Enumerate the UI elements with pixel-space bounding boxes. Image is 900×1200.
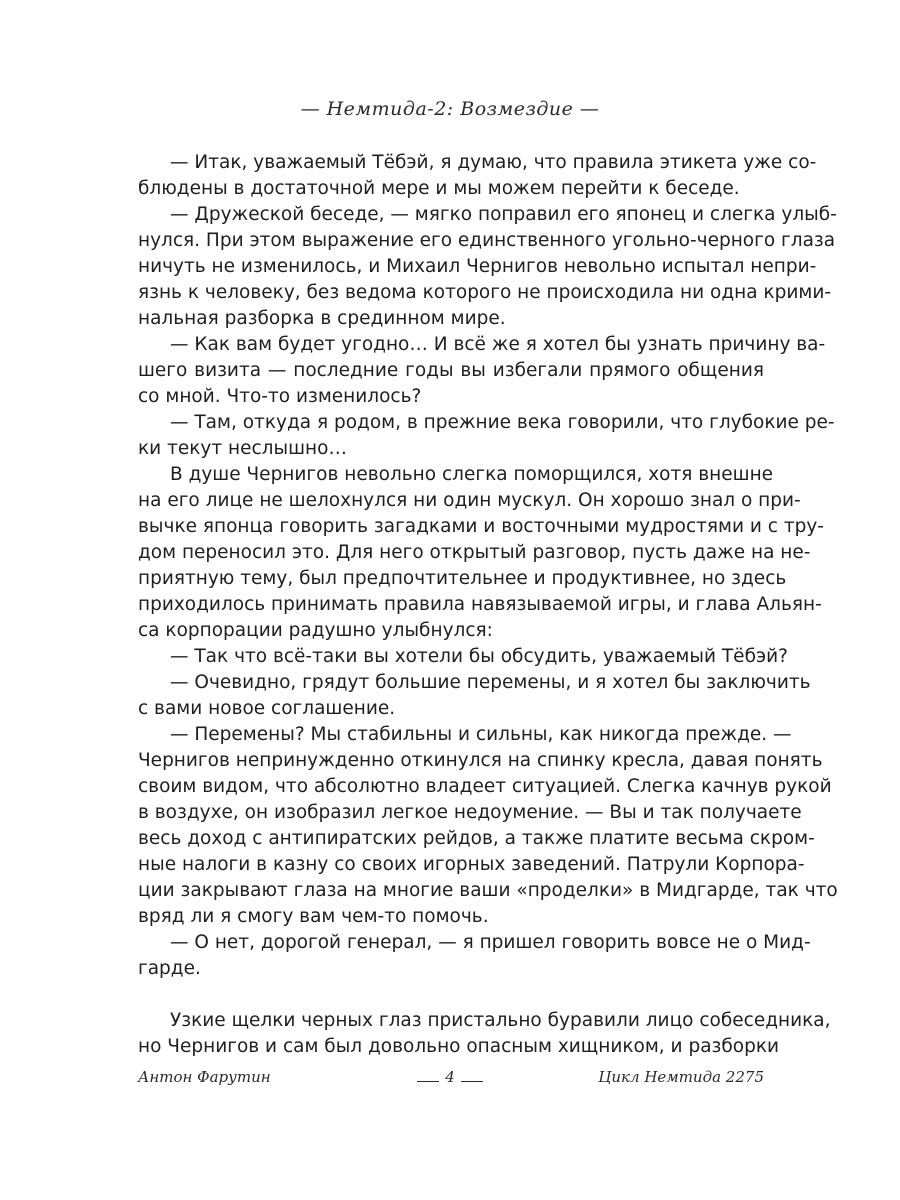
text-line: приятную тему, был предпочтительнее и продуктивнее, но здесь [138, 568, 787, 589]
page-number-value: 4 [445, 1068, 455, 1086]
text-line: В душе Чернигов невольно слегка поморщился, хотя внешне [170, 464, 774, 485]
text-line: на его лице не шелохнулся ни один мускул. Он хорошо знал о при- [138, 490, 801, 511]
text-line: с вами новое соглашение. [138, 698, 396, 719]
text-line: — Итак, уважаемый Тёбэй, я думаю, что правила этикета уже со- [170, 152, 817, 173]
text-line: нулся. При этом выражение его единственного угольно-черного глаза [138, 230, 836, 251]
text-line: вряд ли я смогу вам чем-то помочь. [138, 906, 489, 927]
text-line: в воздухе, он изобразил легкое недоумение. — Вы и так получаете [138, 802, 802, 823]
text-line: — Дружеской беседе, — мягко поправил его японец и слегка улыб- [170, 204, 837, 225]
text-line: приходилось принимать правила навязываемой игры, и глава Альян- [138, 594, 822, 615]
page-number [0, 1068, 900, 1086]
paragraph-gap [138, 982, 764, 1008]
page-number-rule-right [461, 1081, 483, 1082]
footer-series: Цикл Немтида 2275 [598, 1068, 764, 1086]
page-number-rule-left [417, 1081, 439, 1082]
text-line: ки текут неслышно… [138, 438, 347, 459]
text-line: язнь к человеку, без ведома которого не происходила ни одна крими- [138, 282, 832, 303]
text-line: — Там, откуда я родом, в прежние века говорили, что глубокие ре- [170, 412, 835, 433]
text-line: — Так что всё-таки вы хотели бы обсудить, уважаемый Тёбэй? [170, 646, 788, 667]
text-line: шего визита — последние годы вы избегали прямого общения [138, 360, 764, 381]
text-line: вычке японца говорить загадками и восточными мудростями и с тру- [138, 516, 824, 537]
running-title: — Немтида-2: Возмездие — [300, 98, 600, 120]
text-line: весь доход с антипиратских рейдов, а также платите весьма скром- [138, 828, 815, 849]
text-line: — Перемены? Мы стабильны и сильны, как никогда прежде. — [170, 724, 792, 745]
text-line: Узкие щелки черных глаз пристально буравили лицо собеседника, [170, 1010, 831, 1031]
text-line: са корпорации радушно улыбнулся: [138, 620, 493, 641]
text-line: дом переносил это. Для него открытый разговор, пусть даже на не- [138, 542, 811, 563]
text-line: — Очевидно, грядут большие перемены, и я хотел бы заключить [170, 672, 811, 693]
text-line: но Чернигов и сам был довольно опасным хищником, и разборки [138, 1036, 780, 1057]
text-line: гарде. [138, 958, 201, 979]
text-line: со мной. Что-то изменилось? [138, 386, 422, 407]
text-line: нальная разборка в срединном мире. [138, 308, 506, 329]
text-line: ные налоги в казну со своих игорных заведений. Патрули Корпора- [138, 854, 805, 875]
text-line: — Как вам будет угодно… И всё же я хотел бы узнать причину ва- [170, 334, 826, 355]
text-line: блюдены в достаточной мере и мы можем перейти к беседе. [138, 178, 740, 199]
body-text [138, 150, 838, 1060]
text-line: ничуть не изменилось, и Михаил Чернигов невольно испытал непри- [138, 256, 817, 277]
text-line: Чернигов непринужденно откинулся на спинку кресла, давая понять [138, 750, 823, 771]
text-line: своим видом, что абсолютно владеет ситуацией. Слегка качнув рукой [138, 776, 832, 797]
footer-author: Антон Фарутин [138, 1068, 271, 1086]
text-line: ции закрывают глаза на многие ваши «проделки» в Мидгарде, так что [138, 880, 838, 901]
text-line: — О нет, дорогой генерал, — я пришел говорить вовсе не о Мид- [170, 932, 811, 953]
